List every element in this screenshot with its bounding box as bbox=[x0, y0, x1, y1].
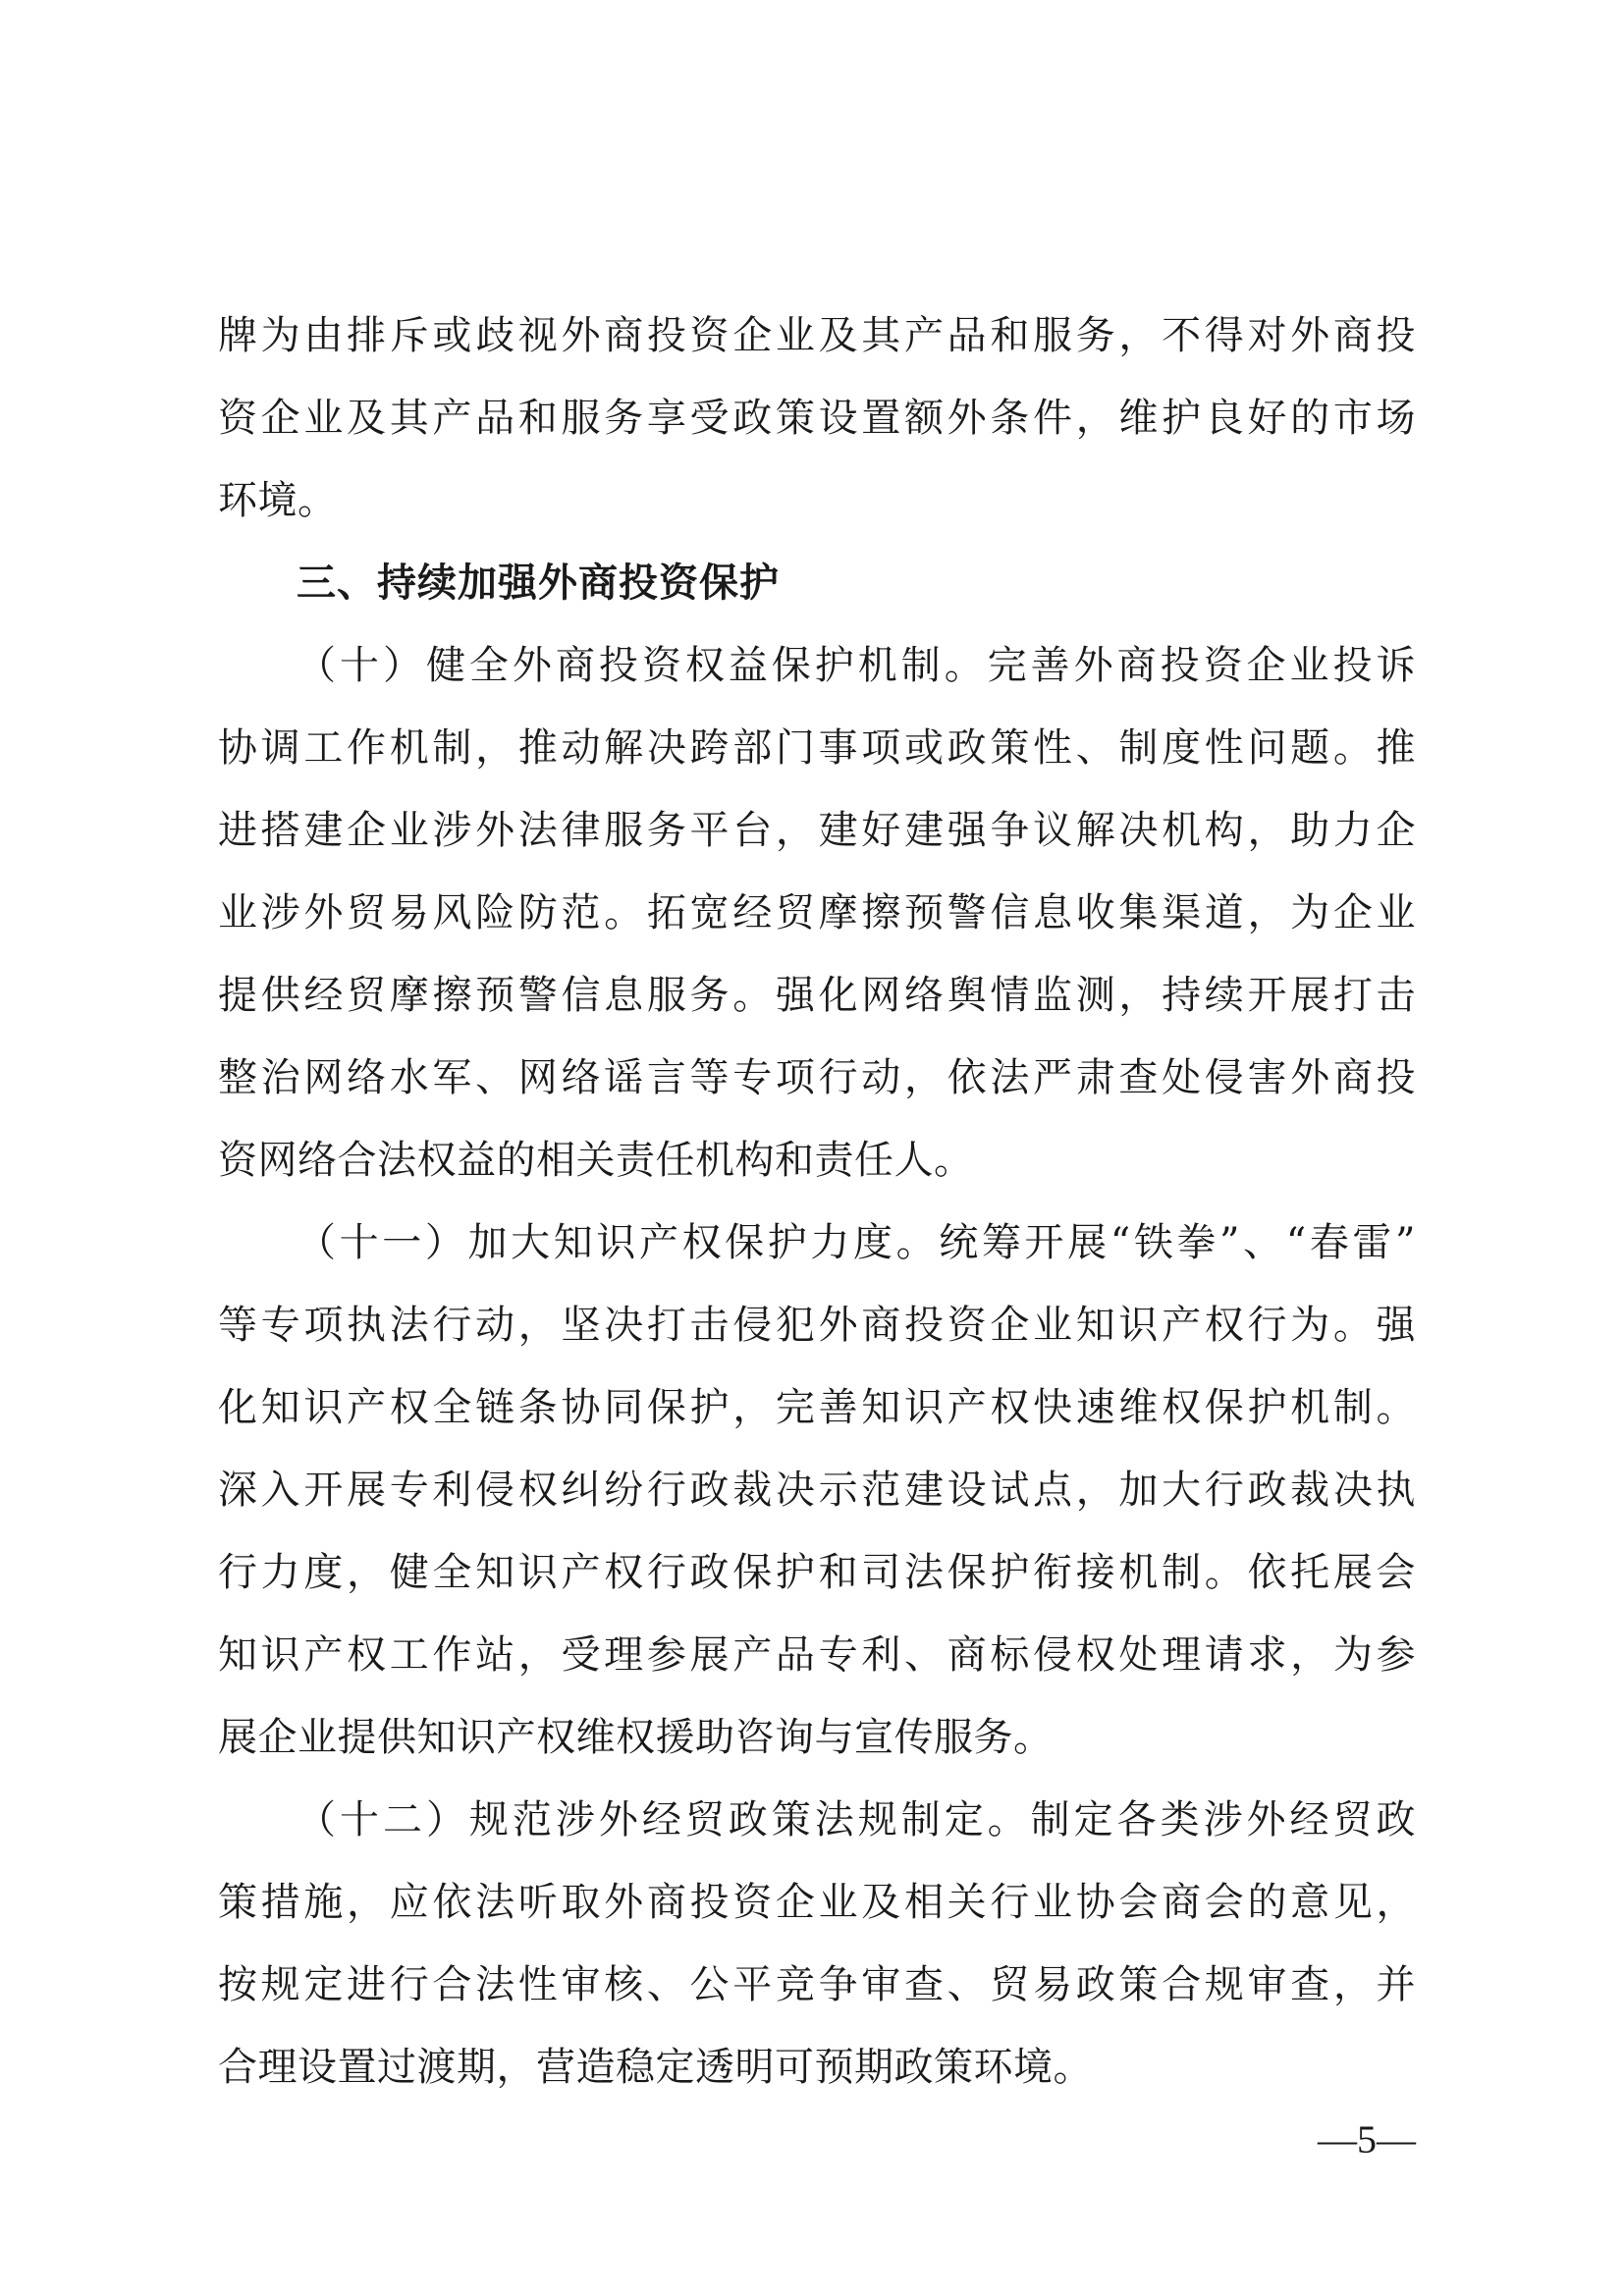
text-line: 整治网络水军、网络谣言等专项行动，依法严肃查处侵害外商投 bbox=[218, 1055, 1416, 1100]
text-line: 协调工作机制，推动解决跨部门事项或政策性、制度性问题。推 bbox=[218, 725, 1416, 771]
body-text bbox=[218, 294, 1416, 2109]
text-line: 资企业及其产品和服务享受政策设置额外条件，维护良好的市场 bbox=[218, 396, 1416, 441]
text-line: 策措施，应依法听取外商投资企业及相关行业协会商会的意见， bbox=[218, 1880, 1416, 1925]
text-line: 牌为由排斥或歧视外商投资企业及其产品和服务，不得对外商投 bbox=[218, 313, 1416, 358]
text-line: （十二）规范涉外经贸政策法规制定。制定各类涉外经贸政 bbox=[297, 1797, 1416, 1842]
text-line: （十一）加大知识产权保护力度。统筹开展“铁拳”、“春雷” bbox=[297, 1220, 1416, 1265]
text-line: 进搭建企业涉外法律服务平台，建好建强争议解决机构，助力企 bbox=[218, 808, 1416, 853]
page-number: —5— bbox=[1318, 2117, 1416, 2162]
text-line: 合理设置过渡期，营造稳定透明可预期政策环境。 bbox=[218, 2045, 1093, 2090]
text-line: 深入开展专利侵权纠纷行政裁决示范建设试点，加大行政裁决执 bbox=[218, 1468, 1416, 1513]
text-line: 知识产权工作站，受理参展产品专利、商标侵权处理请求，为参 bbox=[218, 1632, 1416, 1678]
text-line: 提供经贸摩擦预警信息服务。强化网络舆情监测，持续开展打击 bbox=[218, 973, 1416, 1018]
text-line: 资网络合法权益的相关责任机构和责任人。 bbox=[218, 1138, 974, 1183]
text-line: 环境。 bbox=[218, 478, 338, 523]
text-line: 展企业提供知识产权维权援助咨询与宣传服务。 bbox=[218, 1715, 1054, 1760]
text-line: 行力度，健全知识产权行政保护和司法保护衔接机制。依托展会 bbox=[218, 1550, 1416, 1595]
text-line: 等专项执法行动，坚决打击侵犯外商投资企业知识产权行为。强 bbox=[218, 1303, 1416, 1348]
text-line: （十）健全外商投资权益保护机制。完善外商投资企业投诉 bbox=[297, 643, 1416, 688]
text-line: 化知识产权全链条协同保护，完善知识产权快速维权保护机制。 bbox=[218, 1385, 1416, 1430]
text-line: 业涉外贸易风险防范。拓宽经贸摩擦预警信息收集渠道，为企业 bbox=[218, 890, 1416, 935]
text-line: 按规定进行合法性审核、公平竞争审查、贸易政策合规审查，并 bbox=[218, 1962, 1416, 2007]
section-heading: 三、持续加强外商投资保护 bbox=[297, 561, 780, 606]
